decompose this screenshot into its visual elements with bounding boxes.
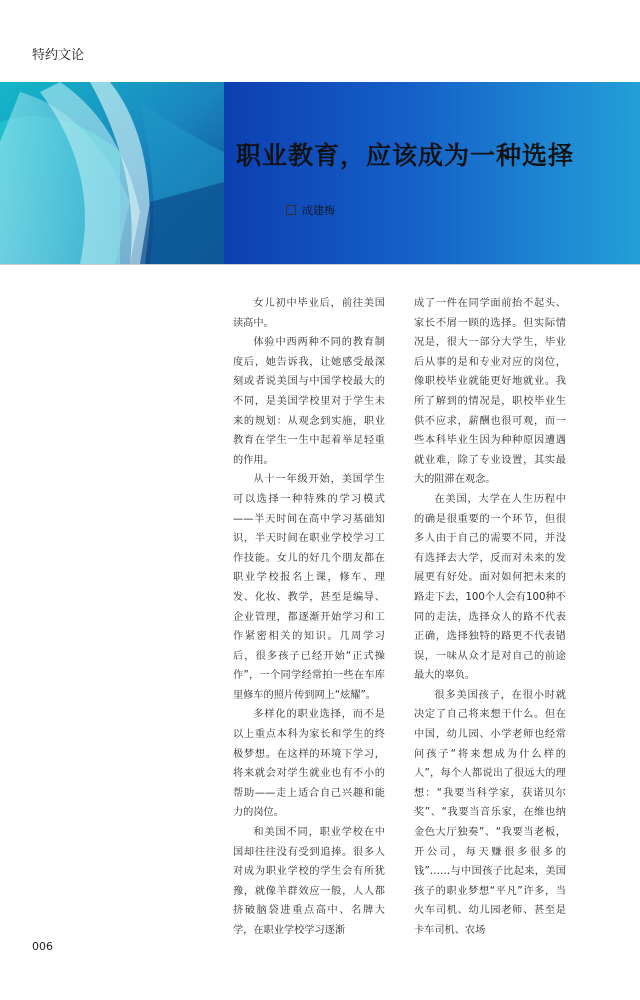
paragraph: 在美国，大学在人生历程中的确是很重要的一个环节，但很多人由于自己的需要不同，并没有选择去大学，反而对未来的发展更有好处。面对如何把未来的路走下去，100个人会有100种不同的走法，选择众人的路不代表正确，选择独特的路更不代表错误，一味从众才是对自己的前途最大的辜负。 (414, 493, 566, 682)
article-column-2 (414, 294, 566, 941)
hero-color-panel (224, 82, 640, 264)
paragraph-continuation: 成了一件在同学面前抬不起头、家长不屑一顾的选择。但实际情况是，很大一部分大学生，毕业后从事的是和专业对应的岗位，像职校毕业就能更好地就业。我所了解到的情况是，职校毕业生供不应求，薪酬也很可观，而一些本科毕业生因为种种原因遭遇就业难，除了专业设置，其实最大的阻滞在观念。 (414, 298, 566, 486)
paragraph: 体验中西两种不同的教育制度后，她告诉我，让她感受最深刻或者说美国与中国学校最大的不同，是美国学校里对于学生未来的规划：从观念到实施，职业教育在学生一生中起着举足轻重的作用。 (233, 337, 385, 466)
open-book-photo-icon (0, 82, 224, 264)
hero-banner (0, 82, 640, 264)
paragraph: 多样化的职业选择，而不是以上重点本科为家长和学生的终极梦想。在这样的环境下学习，将来就会对学生就业也有不小的帮助——走上适合自己兴趣和能力的岗位。 (233, 709, 385, 819)
header-divider (0, 264, 640, 265)
paragraph: 和美国不同，职业学校在中国却往往没有受到追捧。很多人对成为职业学校的学生会有所犹豫，就像羊群效应一般，人人都挤破脑袋进重点高中、名牌大学，在职业学校学习逐渐 (233, 827, 385, 936)
paragraph: 女儿初中毕业后，前往美国读高中。 (233, 298, 385, 329)
author-box-icon (286, 205, 296, 215)
article-column-1 (233, 294, 385, 941)
paragraph: 从十一年级开始，美国学生可以选择一种特殊的学习模式——半天时间在高中学习基础知识，半天时间在职业学校学习工作技能。女儿的好几个朋友都在职业学校报名上课，修车、理发、化妆、教学，甚至是编导、企业管理，都逐渐开始学习和工作紧密相关的知识。几周学习后，很多孩子已经开始“正式操作”，一个同学经常拍一些在车库里修车的照片传到网上“炫耀”。 (233, 474, 385, 701)
page-number: 006 (32, 940, 53, 953)
author-name: 成建梅 (302, 204, 335, 217)
byline (286, 202, 335, 218)
article-title: 职业教育，应该成为一种选择 (236, 141, 575, 170)
section-label: 特约文论 (32, 48, 85, 63)
paragraph: 很多美国孩子，在很小时就决定了自己将来想干什么。但在中国，幼儿园、小学老师也经常问孩子“将来想成为什么样的人”，每个人都说出了很远大的理想：“我要当科学家，获诺贝尔奖”、“我要当音乐家，在维也纳金色大厅独奏”、“我要当老板，开公司，每天赚很多很多的钱”……与中国孩子比起来，美国孩子的职业梦想“平凡”许多，当火车司机、幼儿园老师、甚至是卡车司机、农场 (414, 689, 566, 936)
